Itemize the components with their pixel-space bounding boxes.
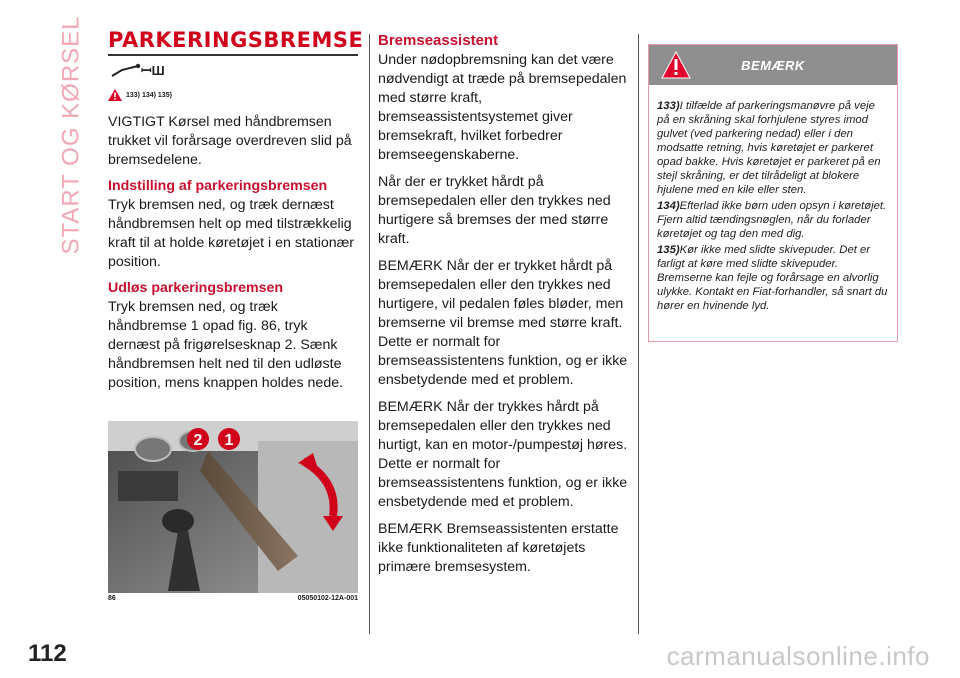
paragraph-assist-4: BEMÆRK Når der trykkes hårdt på bremsepedalen eller den trykkes ned hurtigt, kan en motor-/pumpestøj høres. Dette er normalt for bremseassistentens funktion, og er ikke ensbetydende med et problem.	[378, 399, 628, 510]
note-item-text: I tilfælde af parkeringsmanøvre på veje på en skråning skal forhjulene styres imod gulvet (ved parkering nedad) eller i den modsatte retning, hvis køretøjet er parkeret opad bakke. Hvis køretøjet er parkeret på en stejl skråning, er det tilrådeligt at blokere hjulene med en kile eller sten.	[657, 100, 881, 196]
note-item-number: 133)	[657, 100, 680, 112]
section-title: PARKERINGSBREMSE	[108, 28, 358, 56]
note-item-text: Kør ikke med slidte skivepuder. Det er farligt at køre med slidte skivepuder. Bremserne kan fejle og forårsage en alvorlig ulykke. Kontakt en Fiat-forhandler, så snart du hører en hvinende lyd.	[657, 244, 888, 312]
warning-references	[108, 89, 358, 101]
figure-code: 05050102-12A-001	[297, 595, 358, 602]
svg-text:ꟷШ: ꟷШ	[141, 63, 165, 78]
note-header	[649, 45, 897, 85]
paragraph-assist-2: Når der er trykket hårdt på bremsepedalen eller den trykkes ned hurtigere så bremses der med større kraft.	[378, 174, 611, 247]
note-item	[657, 99, 889, 197]
middle-column	[378, 28, 630, 585]
note-item-number: 134)	[657, 200, 680, 212]
paragraph-important: VIGTIGT Kørsel med håndbremsen trukket vil forårsage overdreven slid på bremsedelene.	[108, 114, 352, 168]
figure-caption	[108, 595, 358, 602]
paragraph-release: Tryk bremsen ned, og træk håndbremse 1 opad fig. 86, tryk dernæst på frigørelsesknap 2. Sænk håndbremsen helt ned til den udløste position, mens knappen holdes nede.	[108, 299, 344, 391]
chapter-side-tab	[52, 15, 92, 255]
parking-brake-photo	[108, 421, 358, 593]
figure-number: 86	[108, 595, 116, 602]
note-item-number: 135)	[657, 244, 680, 256]
parking-brake-icon	[108, 60, 168, 80]
note-header-label: BEMÆRK	[741, 57, 805, 73]
note-item	[657, 199, 889, 241]
paragraph-assist-3: BEMÆRK Når der er trykket hårdt på bremsepedalen eller den trykkes ned hurtigere, vil pedalen føles bløder, men bremserne vil bremse med større kraft. Dette er normalt for bremseassistentens funktion, og er ikke ensbetydende med et problem.	[378, 258, 628, 388]
chapter-side-tab-label: START OG KØRSEL	[58, 15, 85, 255]
callout-2: 2	[193, 432, 203, 449]
paragraph-setting: Tryk bremsen ned, og træk dernæst håndbremsen helt op med tilstrækkelig kraft til at holde køretøjet i en stationær position.	[108, 197, 355, 270]
note-body	[649, 85, 897, 313]
callout-1: 1	[224, 432, 234, 449]
watermark: carmanualsonline.info	[666, 641, 930, 671]
warning-refs-text: 133) 134) 135)	[126, 91, 172, 99]
left-column	[108, 28, 364, 602]
paragraph-assist-1: Under nødopbremsning kan det være nødvendigt at træde på bremsepedalen med større kraft, bremseassistentsystemet giver bremsekraft, hvilket forbedrer bremseegenskaberne.	[378, 52, 627, 163]
column-divider-1	[369, 34, 370, 634]
figure-parking-brake	[108, 421, 358, 593]
heading-brake-assist: Bremseassistent	[378, 32, 499, 49]
note-item-text: Efterlad ikke børn uden opsyn i køretøjet. Fjern altid tændingsnøglen, når du forlader køretøjet og tag den med dig.	[657, 200, 887, 240]
page-number: 112	[28, 640, 67, 667]
warning-triangle-icon	[108, 89, 122, 101]
warning-triangle-icon	[661, 51, 691, 79]
paragraph-assist-5: BEMÆRK Bremseassistenten erstatte ikke funktionaliteten af køretøjets primære bremsesystem.	[378, 521, 619, 575]
note-item	[657, 243, 889, 313]
column-divider-2	[638, 34, 639, 634]
heading-release: Udløs parkeringsbremsen	[108, 280, 284, 296]
heading-setting: Indstilling af parkeringsbremsen	[108, 178, 328, 194]
note-box	[648, 44, 898, 342]
